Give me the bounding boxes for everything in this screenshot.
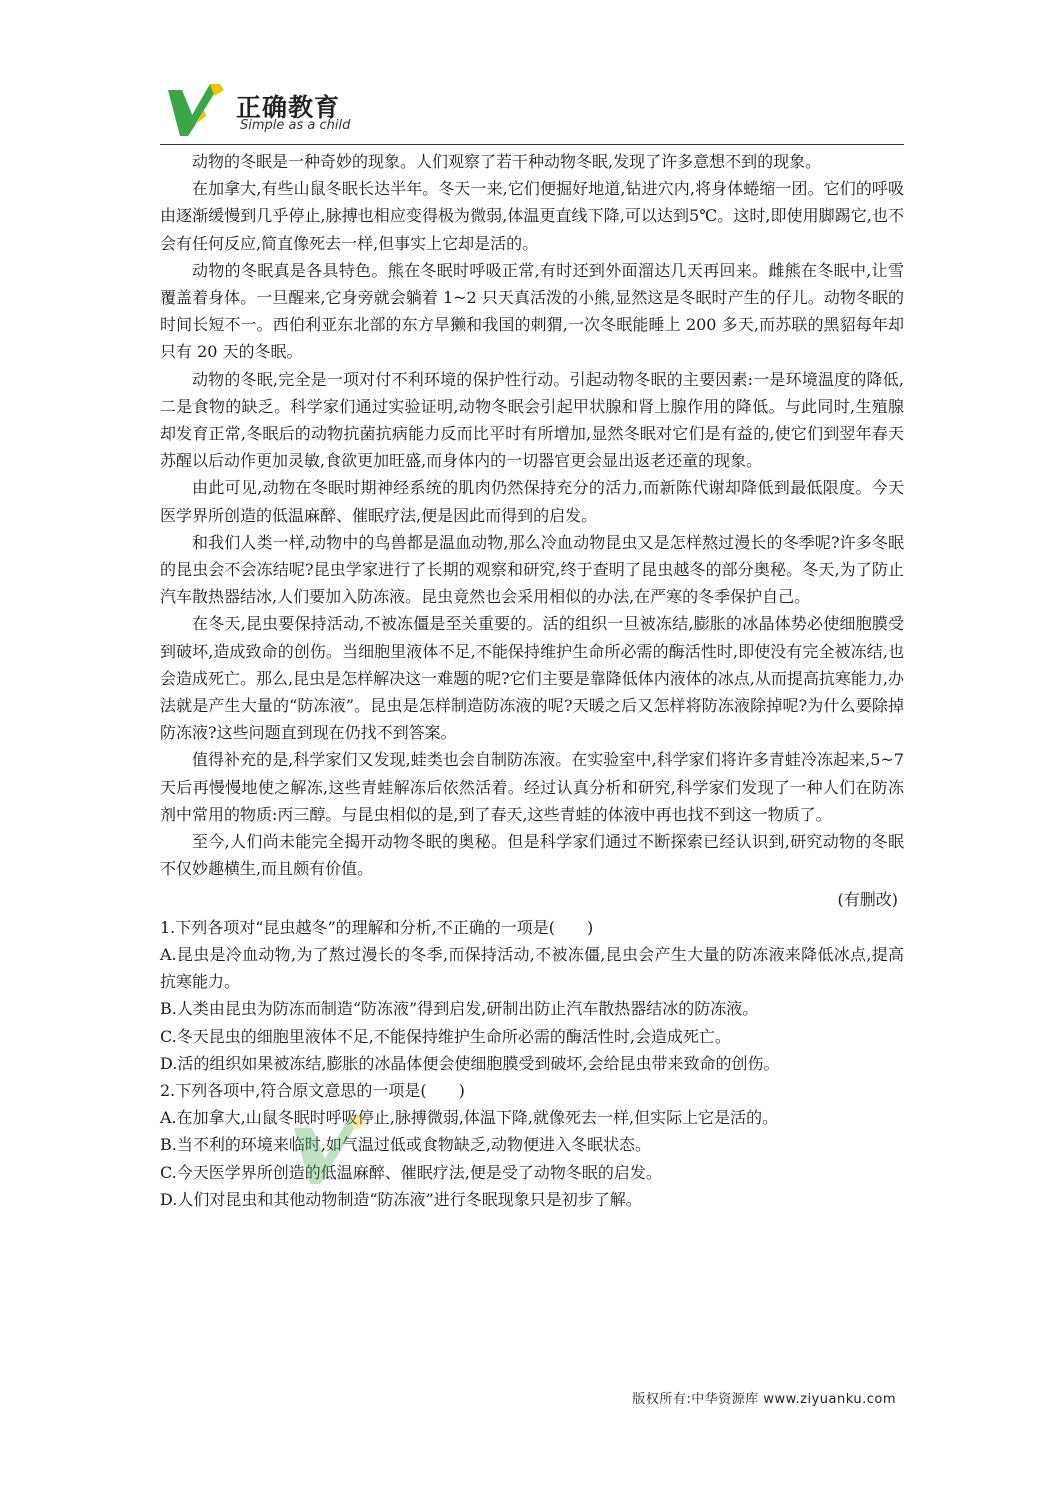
answer-option-b: B.人类由昆虫为防冻而制造“防冻液”得到启发,研制出防止汽车散热器结冰的防冻液。 [160, 999, 759, 1019]
question-stem: 1.下列各项对“昆虫越冬”的理解和分析,不正确的一项是( ) [160, 917, 594, 937]
question-stem: 2.下列各项中,符合原文意思的一项是( ) [160, 1080, 465, 1100]
logo-checkmark-icon [166, 80, 232, 138]
passage-paragraph: 值得补充的是,科学家们又发现,蛙类也会自制防冻液。在实验室中,科学家们将许多青蛙冷冻起来,5~7 天后再慢慢地使之解冻,这些青蛙解冻后依然活着。经过认真分析和研究,科学家们发现了一种人们在防冻剂中常用的物质:丙三醇。与昆虫相似的是,到了春天,这些青蛙的体液中再也找不到这一物质了。 [160, 750, 904, 824]
passage-paragraph: 至今,人们尚未能完全揭开动物冬眠的奥秘。但是科学家们通过不断探索已经认识到,研究动物的冬眠不仅妙趣横生,而且颇有价值。 [160, 832, 904, 879]
logo-title: 正确教育 [236, 93, 341, 122]
passage-paragraph: 动物的冬眠是一种奇妙的现象。人们观察了若干种动物冬眠,发现了许多意想不到的现象。 [192, 152, 822, 171]
source-note: (有删改) [837, 890, 898, 910]
page-header [160, 78, 902, 148]
passage-paragraph: 和我们人类一样,动物中的鸟兽都是温血动物,那么冷血动物昆虫又是怎样熬过漫长的冬季呢?许多冬眠的昆虫会不会冻结呢?昆虫学家进行了长期的观察和研究,终于查明了昆虫越冬的部分奥秘。冬天,为了防止汽车散热器结冰,人们要加入防冻液。昆虫竟然也会采用相似的办法,在严寒的冬季保护自己。 [160, 532, 904, 607]
copyright-footer: 版权所有:中华资源库 www.ziyuanku.com [632, 1392, 896, 1407]
answer-option-d: D.活的组织如果被冻结,膨胀的冰晶体便会使细胞膜受到破坏,会给昆虫带来致命的创伤。 [160, 1053, 780, 1073]
answer-option-a: A.在加拿大,山鼠冬眠时呼吸停止,脉搏微弱,体温下降,就像死去一样,但实际上它是活的。 [160, 1108, 779, 1128]
answer-option-a: A.昆虫是冷血动物,为了熬过漫长的冬季,而保持活动,不被冻僵,昆虫会产生大量的防冻液来降低冰点,提高抗寒能力。 [160, 944, 904, 992]
answer-option-b: B.当不利的环境来临时,如气温过低或食物缺乏,动物便进入冬眠状态。 [160, 1135, 652, 1155]
reading-passage [160, 148, 904, 882]
logo-subtitle: Simple as a child [240, 118, 351, 133]
answer-option-c: C.冬天昆虫的细胞里液体不足,不能保持维护生命所必需的酶活性时,会造成死亡。 [160, 1026, 731, 1046]
passage-paragraph: 由此可见,动物在冬眠时期神经系统的肌肉仍然保持充分的活力,而新陈代谢却降低到最低限度。今天医学界所创造的低温麻醉、催眠疗法,便是因此而得到的启发。 [160, 478, 904, 525]
answer-option-c: C.今天医学界所创造的低温麻醉、催眠疗法,便是受了动物冬眠的启发。 [160, 1162, 662, 1182]
passage-paragraph: 动物的冬眠真是各具特色。熊在冬眠时呼吸正常,有时还到外面溜达几天再回来。雌熊在冬眠中,让雪覆盖着身体。一旦醒来,它身旁就会躺着 1~2 只天真活泼的小熊,显然这是冬眠时产生的仔儿。动物冬眠的时间长短不一。西伯利亚东北部的东方旱獭和我国的刺猬,一次冬眠能睡上 200 多天,而苏联的黑貂每年却只有 20 天的冬眠。 [160, 260, 904, 362]
answer-option-d: D.人们对昆虫和其他动物制造“防冻液”进行冬眠现象只是初步了解。 [160, 1189, 642, 1209]
document-body [160, 148, 904, 1213]
question-1 [160, 914, 904, 1077]
passage-paragraph: 在冬天,昆虫要保持活动,不被冻僵是至关重要的。活的组织一旦被冻结,膨胀的冰晶体势必使细胞膜受到破坏,造成致命的创伤。当细胞里液体不足,不能保持维护生命所必需的酶活性时,即使没有完全被冻结,也会造成死亡。那么,昆虫是怎样解决这一难题的呢?它们主要是靠降低体内液体的冰点,从而提高抗寒能力,办法就是产生大量的“防冻液”。昆虫是怎样制造防冻液的呢?天暖之后又怎样将防冻液除掉呢?为什么要除掉防冻液?这些问题直到现在仍找不到答案。 [160, 614, 904, 743]
header-divider [160, 144, 904, 145]
passage-paragraph: 动物的冬眠,完全是一项对付不利环境的保护性行动。引起动物冬眠的主要因素:一是环境温度的降低,二是食物的缺乏。科学家们通过实验证明,动物冬眠会引起甲状腺和肾上腺作用的降低。与此同时,生殖腺却发育正常,冬眠后的动物抗菌抗病能力反而比平时有所增加,显然冬眠对它们是有益的,使它们到翌年春天苏醒以后动作更加灵敏,食欲更加旺盛,而身体内的一切器官更会显出返老还童的现象。 [160, 369, 904, 471]
passage-paragraph: 在加拿大,有些山鼠冬眠长达半年。冬天一来,它们便掘好地道,钻进穴内,将身体蜷缩一团。它们的呼吸由逐渐缓慢到几乎停止,脉搏也相应变得极为微弱,体温更直线下降,可以达到5℃。这时,即使用脚踢它,也不会有任何反应,简直像死去一样,但事实上它却是活的。 [160, 179, 904, 253]
question-2 [160, 1077, 904, 1213]
